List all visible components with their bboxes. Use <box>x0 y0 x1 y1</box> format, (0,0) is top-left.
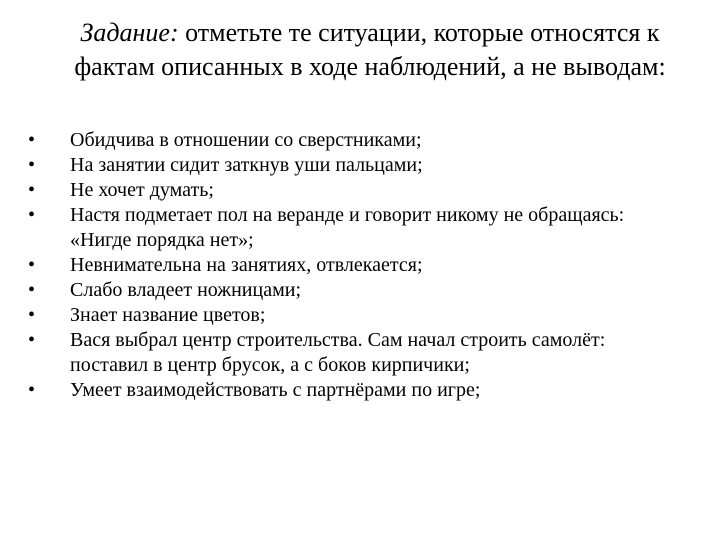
list-item-text: Настя подметает пол на веранде и говорит никому не обращаясь: «Нигде порядка нет»; <box>70 204 625 251</box>
task-title-text: отметьте те ситуации, которые относятся к фактам описанных в ходе наблюдений, а не выводам: <box>74 18 666 81</box>
list-item <box>28 253 688 278</box>
list-item <box>28 378 688 403</box>
list-item-text: Слабо владеет ножницами; <box>70 279 302 301</box>
list-item-text: На занятии сидит заткнув уши пальцами; <box>70 154 423 176</box>
list-item-text: Знает название цветов; <box>70 304 266 326</box>
list-item-text: Не хочет думать; <box>70 179 214 201</box>
list-item <box>28 128 688 153</box>
list-item <box>28 153 688 178</box>
bullet-icon: • <box>28 329 36 351</box>
bullet-icon: • <box>28 129 36 151</box>
list-item-text: Невнимательна на занятиях, отвлекается; <box>70 254 423 276</box>
bullet-icon: • <box>28 154 36 176</box>
list-item <box>28 203 688 253</box>
bullet-icon: • <box>28 279 36 301</box>
bullet-icon: • <box>28 179 36 201</box>
list-item <box>28 178 688 203</box>
list-item-text: Обидчива в отношении со сверстниками; <box>70 129 422 151</box>
bullet-icon: • <box>28 304 36 326</box>
bullet-icon: • <box>28 254 36 276</box>
list-item <box>28 278 688 303</box>
task-title-lead: Задание: <box>80 18 179 47</box>
bullet-icon: • <box>28 379 36 401</box>
list-item <box>28 303 688 328</box>
list-item-text: Умеет взаимодействовать с партнёрами по игре; <box>70 379 481 401</box>
list-item-text: Вася выбрал центр строительства. Сам начал строить самолёт: поставил в центр брусок, а с боков кирпичики; <box>70 329 606 376</box>
task-title <box>50 16 690 84</box>
situations-list <box>28 128 688 403</box>
list-item <box>28 328 688 378</box>
bullet-icon: • <box>28 204 36 226</box>
